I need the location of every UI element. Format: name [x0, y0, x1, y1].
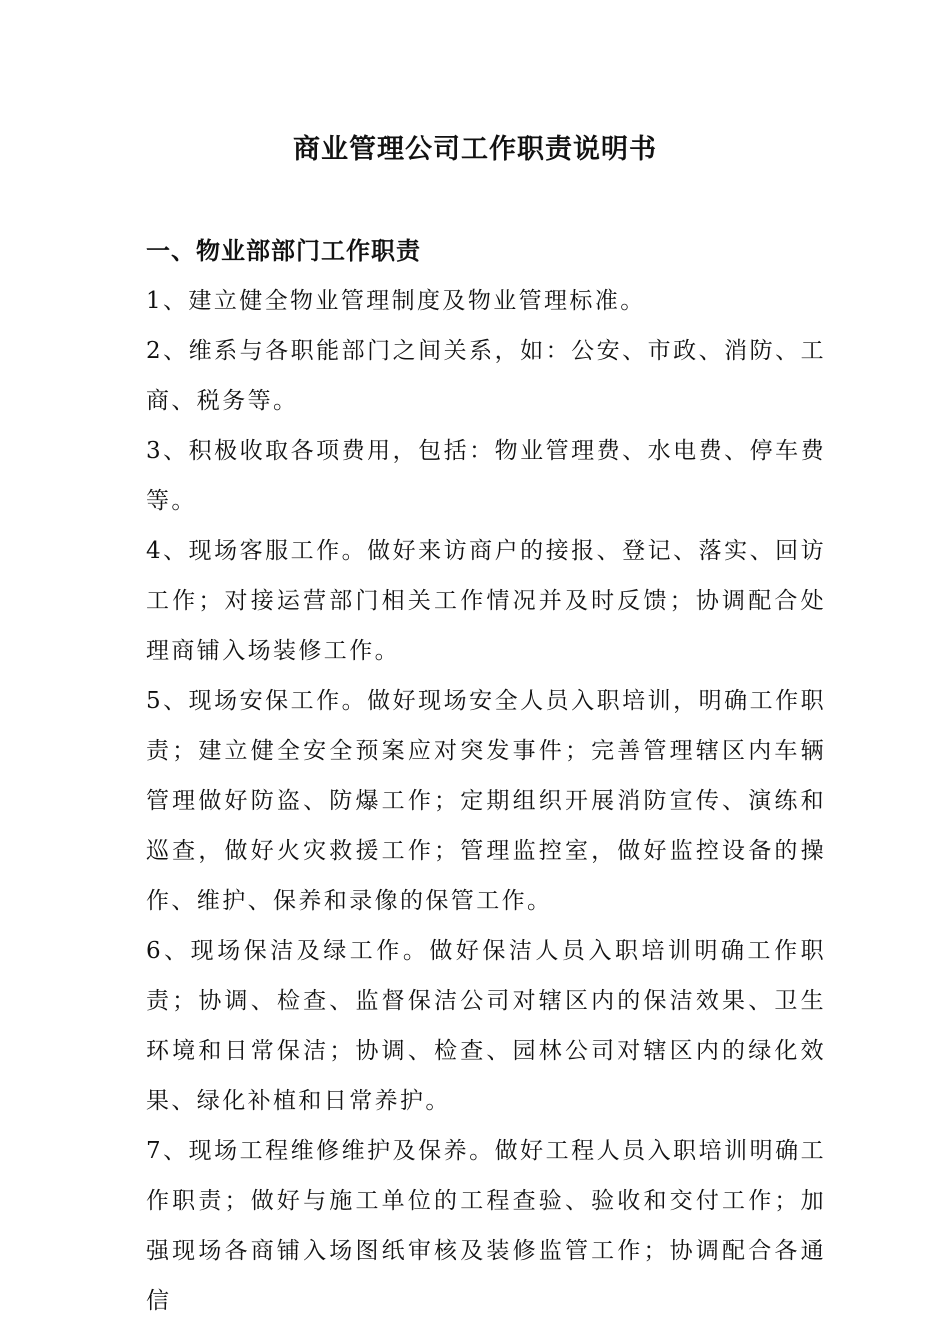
- duty-item-7: 7、现场工程维修维护及保养。做好工程人员入职培训明确工作职责；做好与施工单位的工程查验、验收和交付工作；加强现场各商铺入场图纸审核及装修监管工作；协调配合各通信: [146, 1138, 826, 1314]
- duty-item-2: 2、维系与各职能部门之间关系，如：公安、市政、消防、工商、税务等。: [146, 338, 826, 414]
- duty-item-4: 4、现场客服工作。做好来访商户的接报、登记、落实、回访工作；对接运营部门相关工作情况并及时反馈；协调配合处理商铺入场装修工作。: [146, 538, 826, 664]
- duty-item-1: 1、建立健全物业管理制度及物业管理标准。: [146, 288, 646, 314]
- section-heading: 一、物业部部门工作职责: [146, 236, 421, 265]
- duty-item-3: 3、积极收取各项费用，包括：物业管理费、水电费、停车费等。: [146, 438, 826, 514]
- duty-item-6: 6、现场保洁及绿工作。做好保洁人员入职培训明确工作职责；协调、检查、监督保洁公司对辖区内的保洁效果、卫生环境和日常保洁；协调、检查、园林公司对辖区内的绿化效果、绿化补植和日常养护。: [146, 938, 826, 1114]
- document-body: [146, 226, 826, 1326]
- duty-item-5: 5、现场安保工作。做好现场安全人员入职培训，明确工作职责；建立健全安全预案应对突发事件；完善管理辖区内车辆管理做好防盗、防爆工作；定期组织开展消防宣传、演练和巡查，做好火灾救援工作；管理监控室，做好监控设备的操作、维护、保养和录像的保管工作。: [146, 688, 826, 914]
- document-title: 商业管理公司工作职责说明书: [293, 134, 657, 165]
